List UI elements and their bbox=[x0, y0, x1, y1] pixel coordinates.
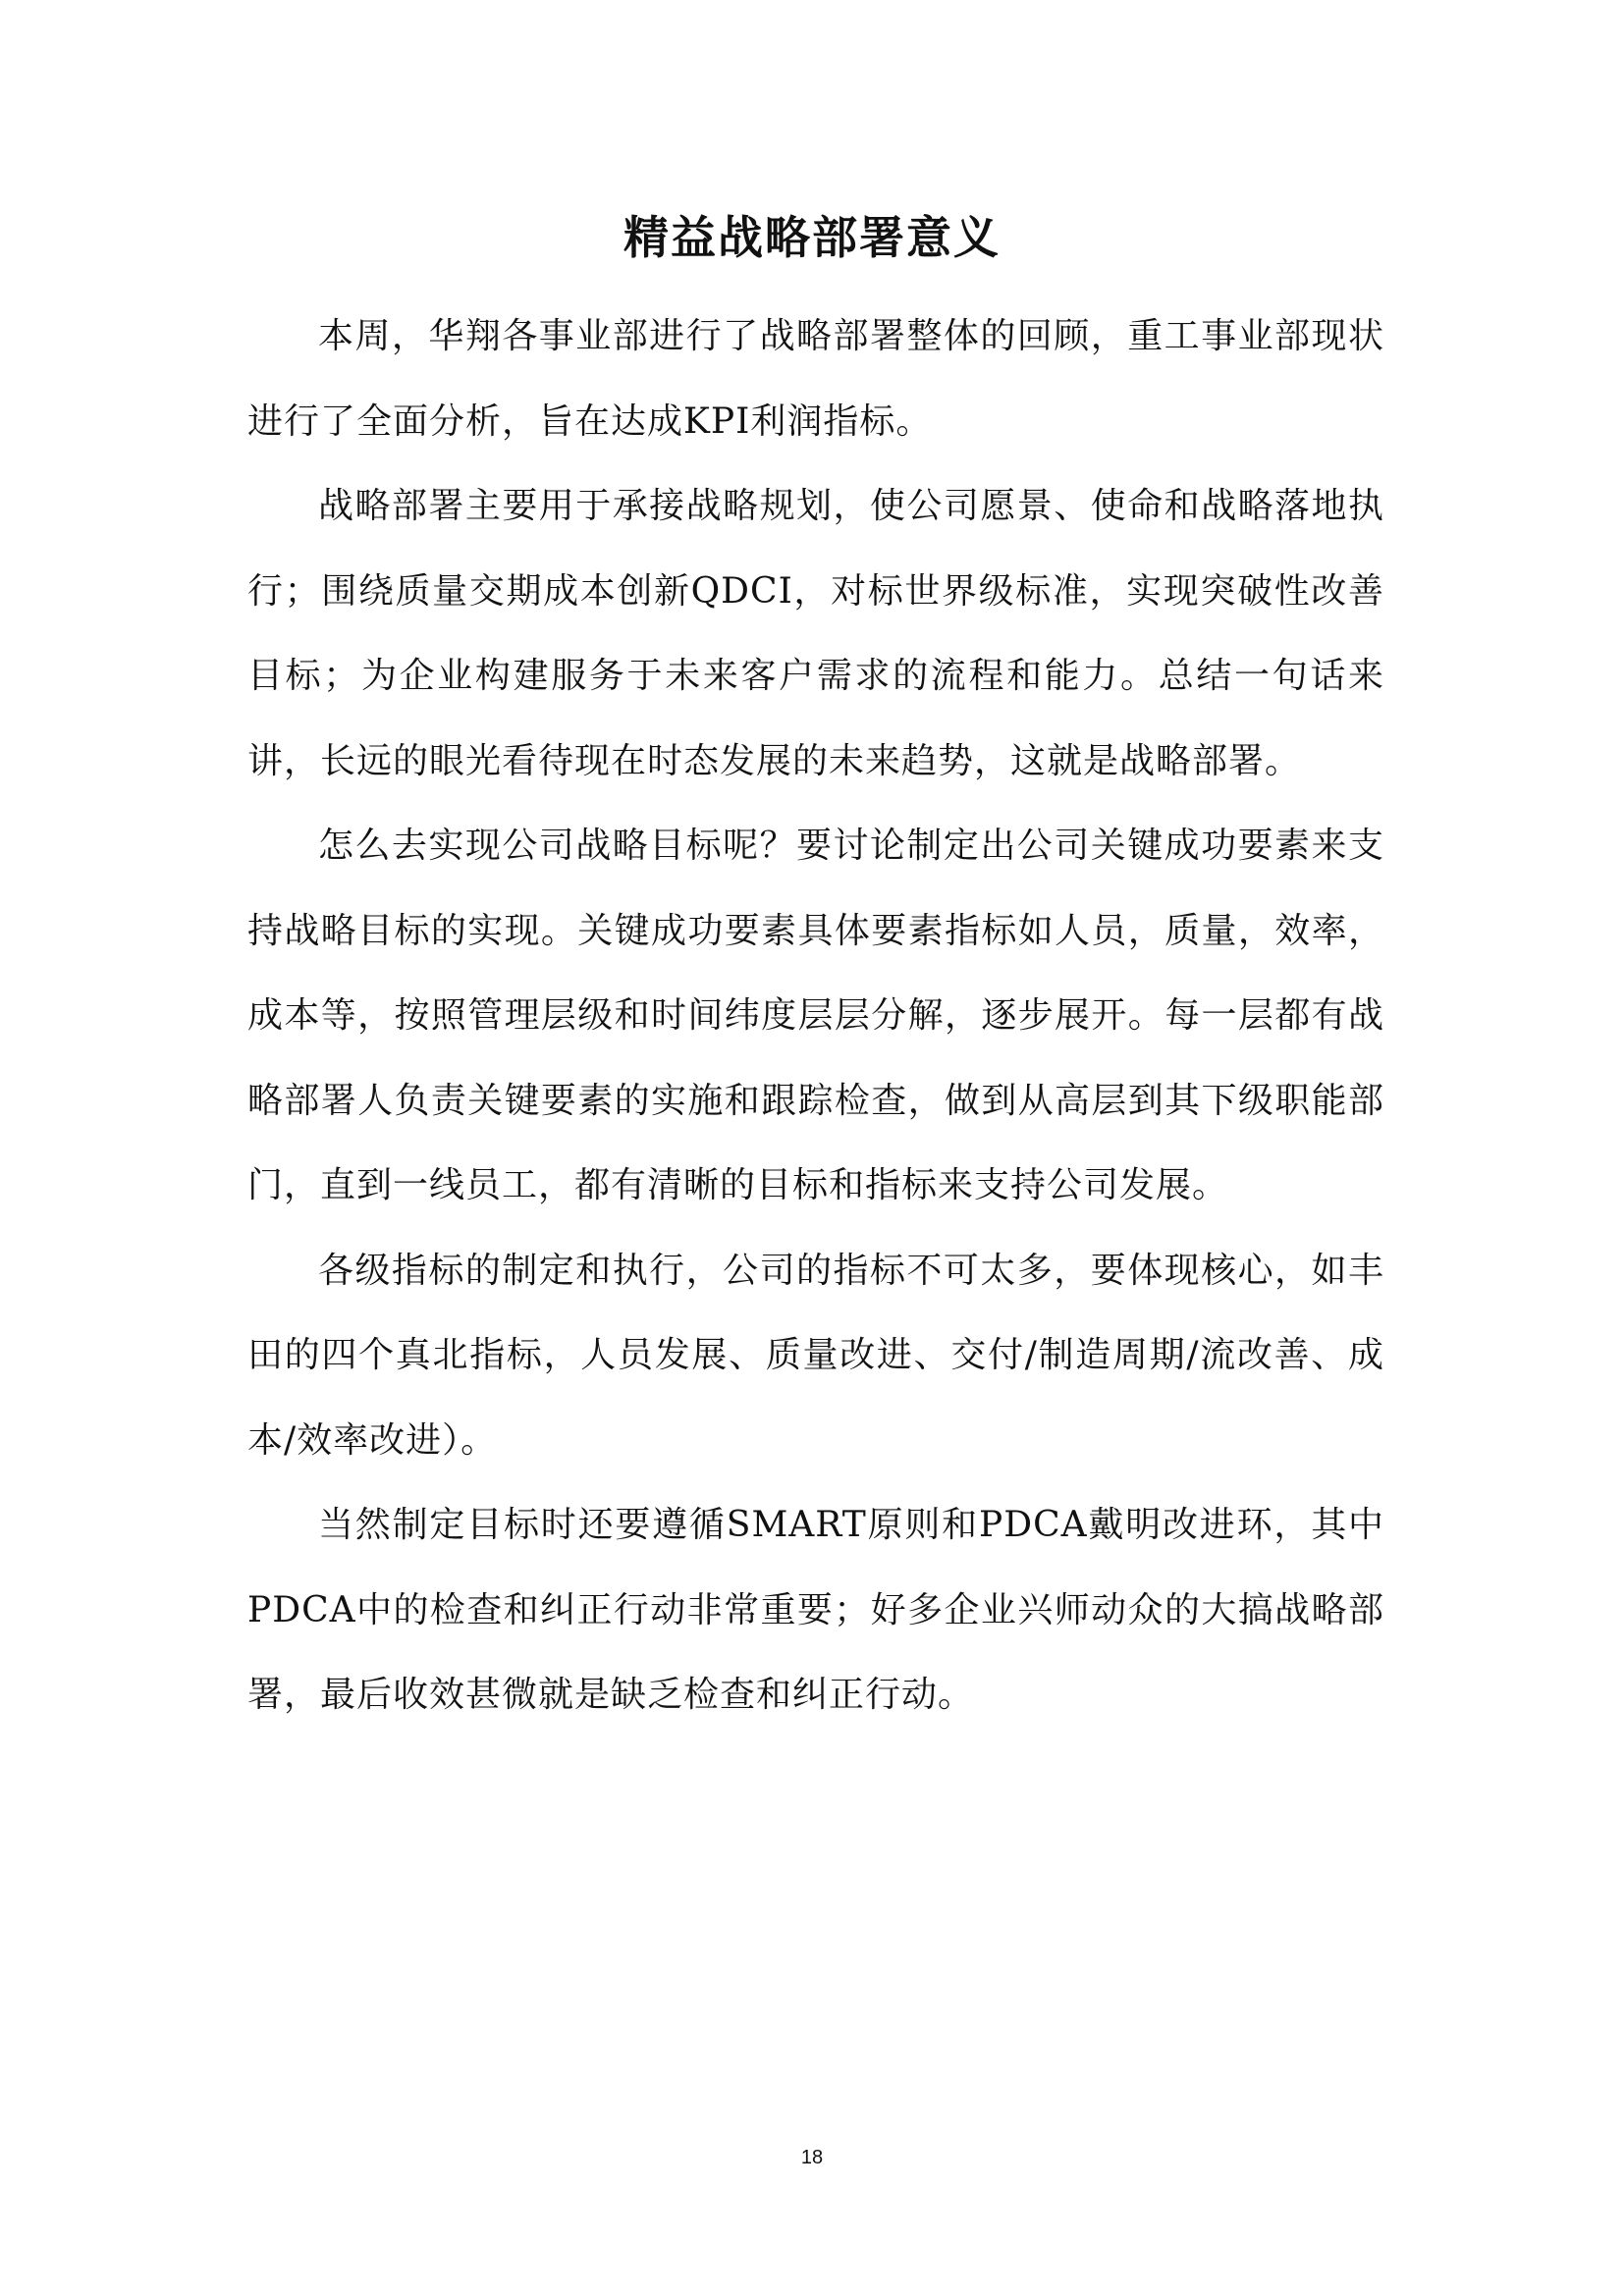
paragraph-2: 战略部署主要用于承接战略规划，使公司愿景、使命和战略落地执行；围绕质量交期成本创新QDCI，对标世界级标准，实现突破性改善目标；为企业构建服务于未来客户需求的流程和能力。总结一句话来讲，长远的眼光看待现在时态发展的未来趋势，这就是战略部署。 bbox=[247, 486, 1384, 781]
paragraph-4: 各级指标的制定和执行，公司的指标不可太多，要体现核心，如丰田的四个真北指标，人员发展、质量改进、交付/制造周期/流改善、成本/效率改进）。 bbox=[247, 1250, 1384, 1461]
page-number: 18 bbox=[800, 2147, 824, 2168]
document-body bbox=[247, 294, 1384, 1738]
paragraph-5: 当然制定目标时还要遵循SMART原则和PDCA戴明改进环，其中PDCA中的检查和纠正行动非常重要；好多企业兴师动众的大搞战略部署，最后收效甚微就是缺乏检查和纠正行动。 bbox=[247, 1505, 1384, 1715]
document-title: 精益战略部署意义 bbox=[623, 211, 1001, 264]
paragraph-1: 本周，华翔各事业部进行了战略部署整体的回顾，重工事业部现状进行了全面分析，旨在达成KPI利润指标。 bbox=[247, 316, 1384, 442]
paragraph-3: 怎么去实现公司战略目标呢？要讨论制定出公司关键成功要素来支持战略目标的实现。关键成功要素具体要素指标如人员，质量，效率，成本等，按照管理层级和时间纬度层层分解，逐步展开。每一层都有战略部署人负责关键要素的实施和跟踪检查，做到从高层到其下级职能部门，直到一线员工，都有清晰的目标和指标来支持公司发展。 bbox=[247, 826, 1384, 1205]
